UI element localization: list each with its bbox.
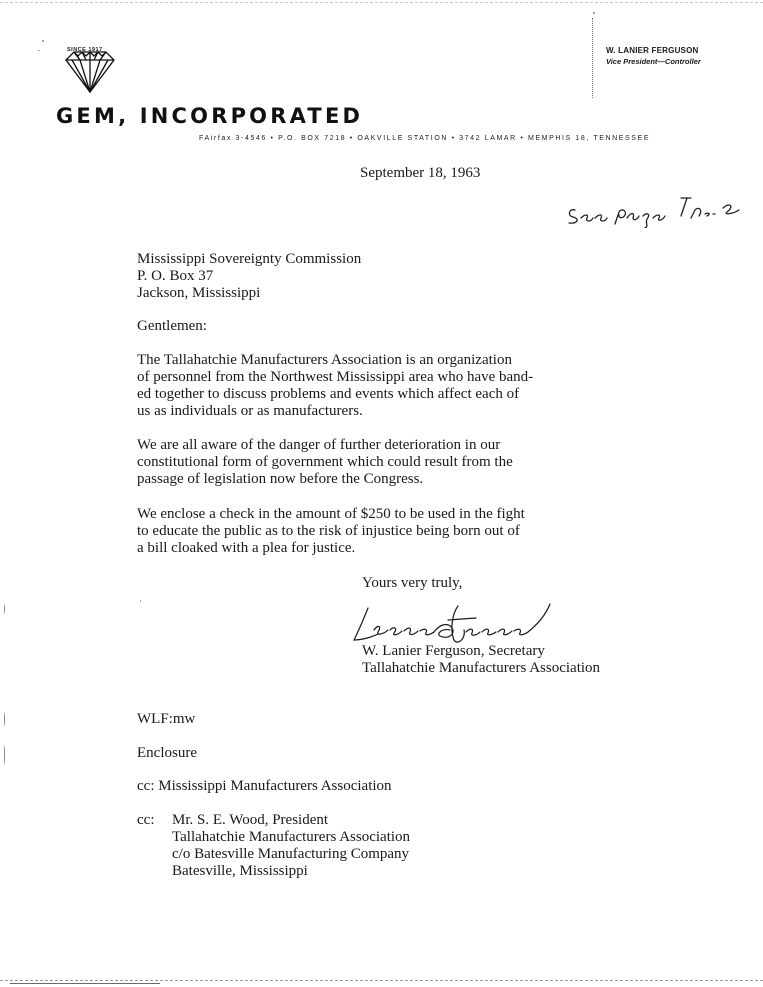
paragraph-line: constitutional form of government which could result from the: [137, 454, 513, 470]
scan-speck: [4, 745, 5, 765]
cc-recipient: Tallahatchie Manufacturers Association: [172, 829, 411, 845]
paragraph-line: ed together to discuss problems and events which affect each of: [137, 386, 520, 402]
paragraph-line: passage of legislation now before the Congress.: [137, 471, 424, 487]
officer-title: Vice President—Controller: [606, 57, 701, 66]
paragraph-line: We enclose a check in the amount of $250 to be used in the fight: [137, 506, 525, 522]
cc-recipient: Mr. S. E. Wood, President: [172, 812, 329, 828]
cc-recipient-block: [172, 812, 410, 880]
paragraph-line: to educate the public as to the risk of injustice being born out of: [137, 523, 520, 539]
scan-edge-bottom-line: [10, 983, 160, 984]
scan-edge-bottom: [0, 980, 763, 981]
company-name: GEM, INCORPORATED: [56, 104, 364, 128]
signature-block: [362, 643, 600, 677]
closing: Yours very truly,: [362, 575, 463, 591]
scan-edge-top: [0, 2, 763, 3]
scan-speck: [42, 40, 44, 42]
paragraph-1: [137, 352, 533, 420]
paragraph-2: [137, 437, 513, 488]
paragraph-line: a bill cloaked with a plea for justice.: [137, 540, 356, 556]
recipient-line: Mississippi Sovereignty Commission: [137, 251, 362, 267]
scan-speck: [140, 600, 141, 602]
paragraph-line: of personnel from the Northwest Mississippi area who have band-: [137, 369, 534, 385]
company-address: FAirfax 3-4546 • P.O. BOX 7218 • OAKVILLE STATION • 3742 LAMAR • MEMPHIS 18, TENNESSEE: [199, 135, 651, 142]
cc-line: [137, 778, 392, 795]
paragraph-line: us as individuals or as manufacturers.: [137, 403, 363, 419]
recipient-address: [137, 251, 361, 302]
scan-speck: [593, 12, 595, 14]
paragraph-line: The Tallahatchie Manufacturers Association is an organization: [137, 352, 512, 368]
letterhead-divider: [592, 18, 593, 98]
signer-name: W. Lanier Ferguson, Secretary: [362, 643, 545, 659]
salutation-text: Gentlemen:: [137, 318, 207, 334]
handwritten-note: [563, 188, 758, 228]
salutation: [137, 318, 207, 335]
since-label: SINCE 1917: [67, 47, 103, 53]
recipient-line: P. O. Box 37: [137, 268, 214, 284]
cc-recipient: Mississippi Manufacturers Association: [158, 778, 392, 794]
scan-speck: [4, 712, 5, 726]
enclosure-notation: Enclosure: [137, 745, 197, 761]
cc-recipient: c/o Batesville Manufacturing Company: [172, 846, 410, 862]
paragraph-line: We are all aware of the danger of further deterioration in our: [137, 437, 501, 453]
cc-label: cc:: [137, 812, 155, 828]
cc-label: cc:: [137, 778, 155, 794]
cc-line: [137, 812, 411, 879]
letter-date: September 18, 1963: [360, 165, 481, 181]
cc-recipient: Batesville, Mississippi: [172, 863, 308, 879]
scan-speck: [4, 604, 5, 614]
signer-organization: Tallahatchie Manufacturers Association: [362, 660, 601, 676]
scan-speck: [38, 50, 40, 51]
recipient-line: Jackson, Mississippi: [137, 285, 261, 301]
diamond-icon: [60, 42, 120, 102]
paragraph-3: [137, 506, 525, 557]
typist-initials: WLF:mw: [137, 711, 196, 727]
officer-name: W. LANIER FERGUSON: [606, 46, 699, 55]
